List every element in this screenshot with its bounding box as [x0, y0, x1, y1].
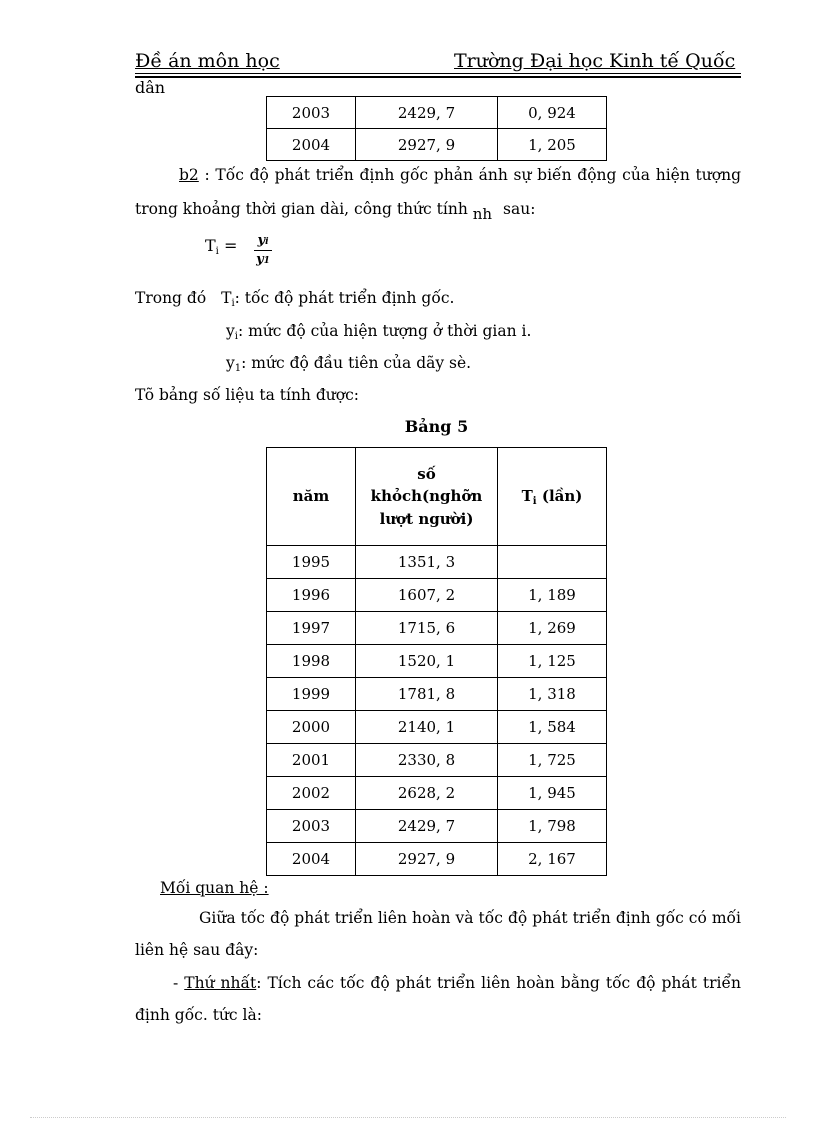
section-text-3: sau: [503, 200, 536, 218]
numerator-subscript: i [265, 237, 269, 247]
cell-year: 1995 [267, 546, 356, 579]
header-ti-suffix: (lần) [541, 486, 583, 505]
relation-first-line2: định gốc. tức là: [135, 1006, 262, 1024]
formula-fraction [254, 233, 272, 268]
header-rule [135, 73, 741, 74]
cell-ti: 1, 725 [498, 744, 607, 777]
table-cell: 0, 924 [498, 97, 607, 129]
denominator-symbol: y [256, 252, 264, 267]
table-top-continued [266, 96, 607, 161]
section-sub: nh [472, 205, 493, 223]
cell-year: 2002 [267, 777, 356, 810]
cell-year: 1997 [267, 612, 356, 645]
table-row [267, 612, 607, 645]
table-cell: 2003 [267, 97, 356, 129]
cell-ti: 1, 584 [498, 711, 607, 744]
table-row [267, 744, 607, 777]
header-year: năm [267, 448, 356, 546]
header-ti-subscript: i [532, 495, 537, 507]
table-row [267, 843, 607, 876]
cell-ti: 1, 798 [498, 810, 607, 843]
formula-symbol: T [205, 236, 216, 255]
header-university: Trường Đại học Kinh tế Quốc [454, 50, 736, 72]
table-cell: 2927, 9 [356, 129, 498, 161]
relation-first-text: : Tích các tốc độ phát triển liên hoàn bằng tốc độ phát triển [256, 974, 741, 992]
table-row [267, 129, 607, 161]
table-row [267, 645, 607, 678]
relation-para1-line2: liên hệ sau đây: [135, 941, 259, 959]
section-b2-line2 [135, 200, 535, 223]
relation-dash: - [173, 974, 185, 992]
header-ti-symbol: T [521, 486, 533, 505]
cell-visitors: 1607, 2 [356, 579, 498, 612]
cell-visitors: 2330, 8 [356, 744, 498, 777]
def-text: : mức độ đầu tiên của dãy sè. [241, 354, 472, 372]
relation-first-label: Thứ nhất [184, 974, 257, 992]
cell-year: 2001 [267, 744, 356, 777]
cell-visitors: 2429, 7 [356, 810, 498, 843]
section-text: : Tốc độ phát triển định gốc phản ánh sự biến động của hiện tượng [204, 166, 741, 184]
table-cell: 1, 205 [498, 129, 607, 161]
cell-visitors: 1781, 8 [356, 678, 498, 711]
table-bang-5 [266, 447, 607, 876]
header-visitors-line1: số [417, 464, 436, 483]
definition-t [135, 289, 454, 309]
cell-year: 2003 [267, 810, 356, 843]
header-visitors-line2: khỏch(nghỡn [370, 487, 483, 506]
def-subscript: i [234, 331, 238, 342]
table-row [267, 579, 607, 612]
cell-visitors: 1351, 3 [356, 546, 498, 579]
cell-year: 1996 [267, 579, 356, 612]
relation-text: Giữa tốc độ phát triển liên hoàn và tốc độ phát triển định gốc có mối [199, 909, 741, 927]
relation-first-line1 [135, 974, 741, 992]
header-course-title: Đề án môn học [135, 50, 280, 72]
table-row [267, 711, 607, 744]
table-cell: 2429, 7 [356, 97, 498, 129]
cell-visitors: 2628, 2 [356, 777, 498, 810]
fraction-bar [254, 250, 272, 251]
cell-year: 2004 [267, 843, 356, 876]
def-symbol: y [226, 354, 235, 372]
header-continuation: dân [135, 78, 166, 97]
def-text: : tốc độ phát triển định gốc. [234, 289, 455, 307]
from-data-line: Tõ bảng số liệu ta tính được: [135, 386, 359, 404]
cell-year: 1999 [267, 678, 356, 711]
cell-ti [498, 546, 607, 579]
def-symbol: T [221, 289, 232, 307]
def-subscript: i [231, 298, 235, 309]
table-header-row [267, 448, 607, 546]
cell-visitors: 1715, 6 [356, 612, 498, 645]
table-row [267, 546, 607, 579]
cell-visitors: 1520, 1 [356, 645, 498, 678]
relation-para1-line1 [135, 909, 741, 927]
denominator-subscript: 1 [263, 256, 270, 266]
page-bottom-rule [30, 1117, 786, 1118]
def-subscript: 1 [234, 363, 242, 374]
cell-ti: 2, 167 [498, 843, 607, 876]
cell-ti: 1, 318 [498, 678, 607, 711]
def-text: : mức độ của hiện tượng ở thời gian i. [237, 322, 532, 340]
table-row [267, 678, 607, 711]
formula-numerator [254, 233, 272, 249]
table-caption: Bảng 5 [404, 417, 469, 436]
cell-year: 1998 [267, 645, 356, 678]
header-visitors-line3: lượt người) [379, 509, 474, 528]
cell-ti: 1, 945 [498, 777, 607, 810]
definition-y1 [226, 354, 471, 374]
cell-visitors: 2140, 1 [356, 711, 498, 744]
header-rule-thick [135, 76, 741, 78]
section-b2-line1 [135, 166, 741, 184]
definition-intro: Trong đó [135, 289, 207, 307]
section-label: b2 [179, 166, 199, 184]
cell-ti: 1, 269 [498, 612, 607, 645]
numerator-symbol: y [257, 233, 266, 248]
header-ti [498, 448, 607, 546]
header-visitors [356, 448, 498, 546]
formula-subscript: i [215, 246, 219, 257]
table-row [267, 810, 607, 843]
def-symbol: y [226, 322, 235, 340]
formula-equals: = [223, 236, 238, 255]
table-row [267, 97, 607, 129]
table-cell: 2004 [267, 129, 356, 161]
cell-ti: 1, 125 [498, 645, 607, 678]
definition-yi [226, 322, 531, 342]
formula-lhs [205, 236, 237, 257]
formula-denominator [254, 252, 272, 268]
table-row [267, 777, 607, 810]
relation-heading: Mối quan hệ : [160, 879, 269, 897]
cell-visitors: 2927, 9 [356, 843, 498, 876]
section-text-2: trong khoảng thời gian dài, công thức tính [135, 200, 468, 218]
cell-year: 2000 [267, 711, 356, 744]
cell-ti: 1, 189 [498, 579, 607, 612]
